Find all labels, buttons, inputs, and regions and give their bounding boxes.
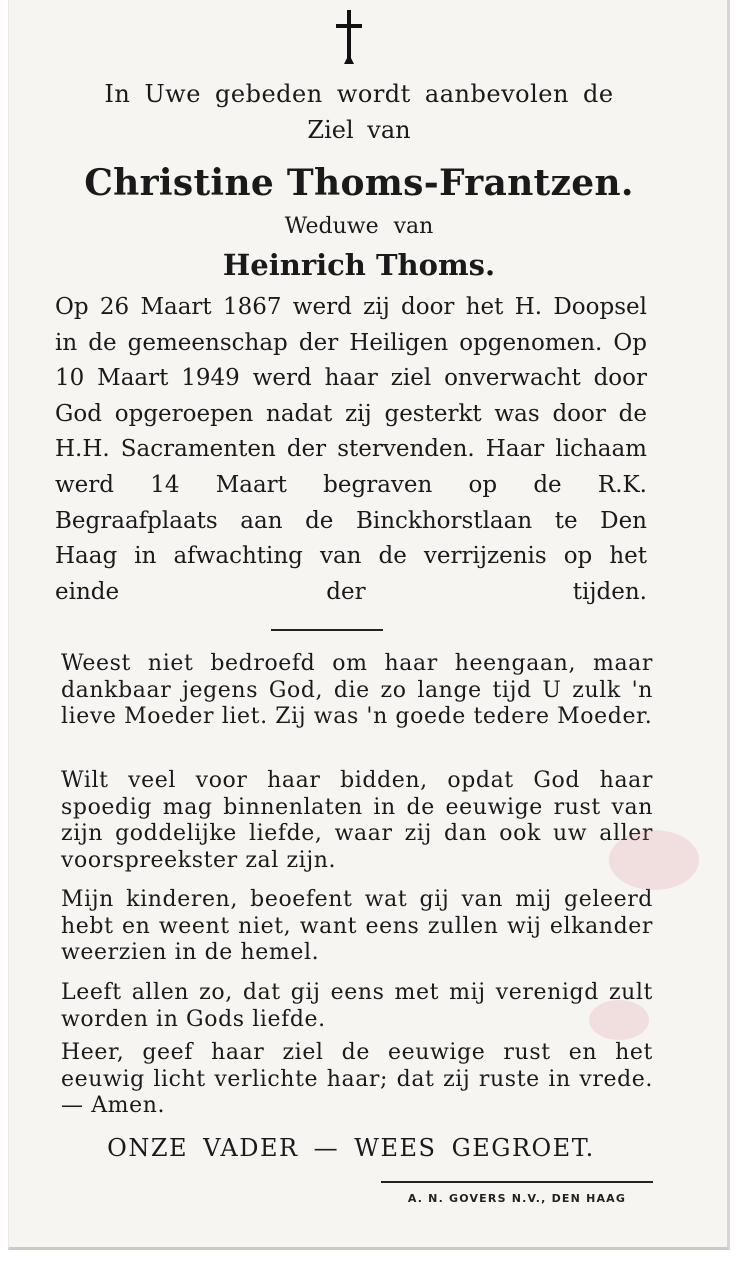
stain [589, 1000, 649, 1040]
widow-of-label: Weduwe van [284, 214, 434, 239]
paragraph-amen: Heer, geef haar ziel de eeuwige rust en het eeuwig licht verlichte haar; dat zij ruste in vrede. — Amen. [61, 1040, 653, 1118]
biography-text: Op 26 Maart 1867 werd zij door het H. Doopsel in de gemeenschap der Heiligen opgenomen. Op 10 Maart 1949 werd haar ziel onverwacht door God opgeroepen nadat zij gesterkt was door de H.H. Sacramenten der stervenden. Haar lichaam werd 14 Maart begraven op de R.K. Begraafplaats aan de Binckhorstlaan te Den Haag in afwachting van de verrijzenis op het einde der tijden. [55, 294, 647, 605]
memorial-card [8, 0, 730, 1250]
husband-name: Heinrich Thoms. [222, 248, 496, 282]
printer-rule [381, 1181, 653, 1183]
closing-prayer: ONZE VADER — WEES GEGROET. [107, 1134, 595, 1162]
paragraph-comfort: Weest niet bedroefd om haar heengaan, maar dankbaar jegens God, die zo lange tijd U zulk 'n lieve Moeder liet. Zij was 'n goede tedere Moeder. [61, 651, 653, 729]
deceased-name: Christine Thoms-Frantzen. [84, 162, 634, 204]
cross-icon [333, 10, 365, 64]
divider [271, 629, 383, 631]
paragraph-live: Leeft allen zo, dat gij eens met mij verenigd zult worden in Gods liefde. [61, 980, 653, 1032]
intro-line-soul: Ziel van [307, 116, 411, 144]
paragraph-children: Mijn kinderen, beoefent wat gij van mij geleerd hebt en weent niet, want eens zullen wij elkander weerzien in de hemel. [61, 887, 653, 965]
stain [609, 830, 699, 890]
intro-line: In Uwe gebeden wordt aanbevolen de [104, 80, 614, 108]
printer-credit: A. N. GOVERS N.V., DEN HAAG [407, 1192, 627, 1205]
paragraph-pray: Wilt veel voor haar bidden, opdat God haar spoedig mag binnenlaten in de eeuwige rust van zijn goddelijke liefde, waar zij dan ook uw aller voorspreekster zal zijn. [61, 768, 653, 873]
